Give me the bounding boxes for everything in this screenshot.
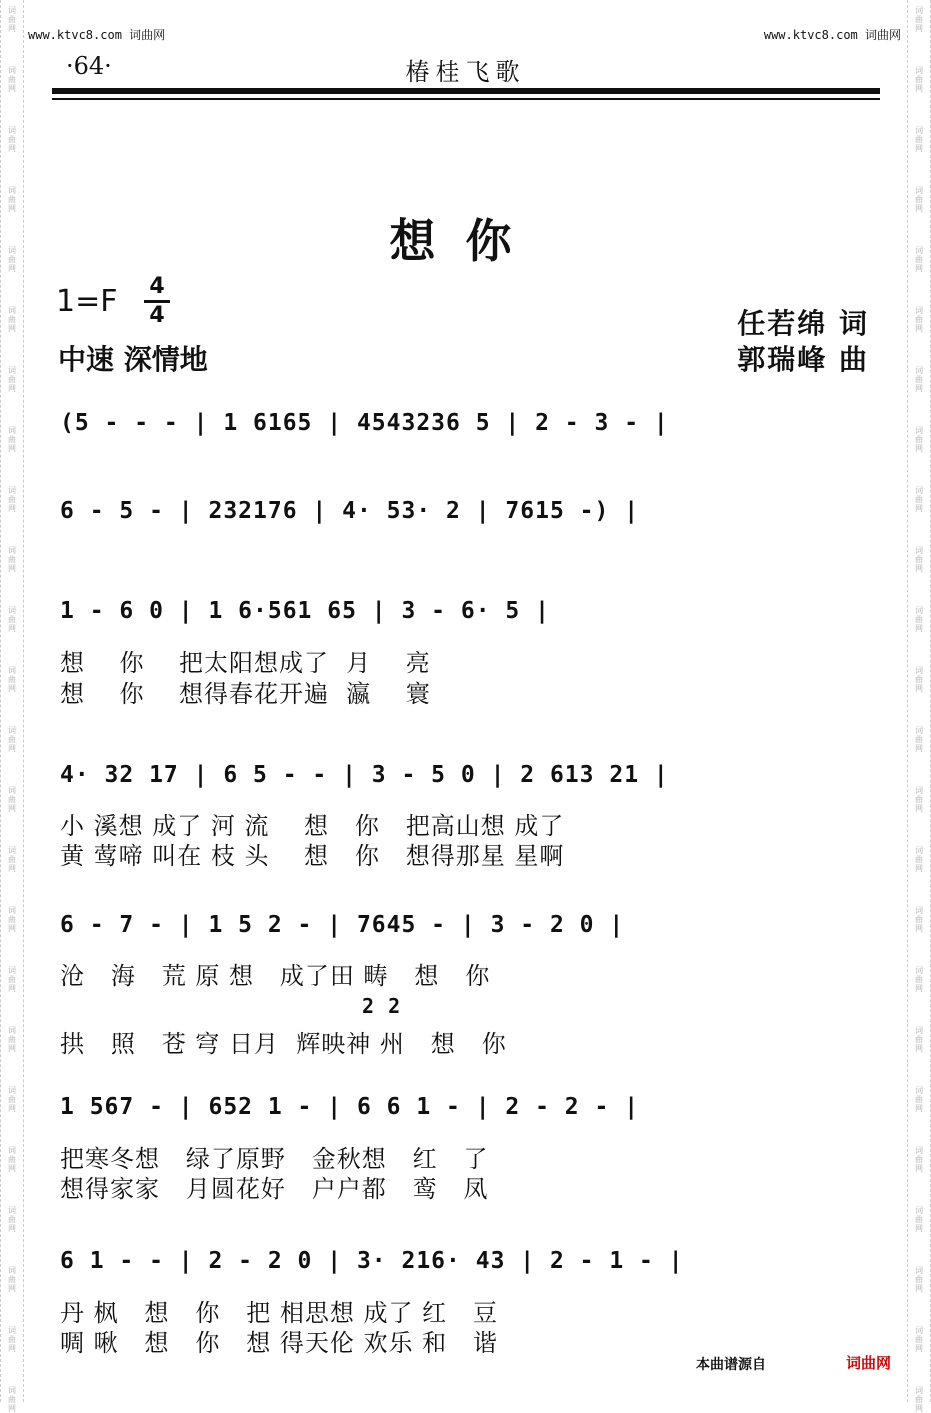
page-number: ·64· (66, 52, 112, 80)
watermark-mark: 词 曲 网 (915, 186, 923, 213)
watermark-mark: 词 曲 网 (915, 246, 923, 273)
watermark-mark: 词 曲 网 (915, 966, 923, 993)
watermark-mark: 词 曲 网 (8, 246, 16, 273)
watermark-mark: 词 曲 网 (8, 426, 16, 453)
lyrics-line-7-verse-1: 丹 枫 想 你 把 相思想 成了 红 豆 (60, 1299, 499, 1327)
watermark-mark: 词 曲 网 (8, 726, 16, 753)
watermark-mark: 词 曲 网 (915, 666, 923, 693)
source-label: 本曲谱源自 (696, 1357, 766, 1373)
lyrics-line-6-verse-1: 把寒冬想 绿了原野 金秋想 红 了 (60, 1145, 489, 1173)
lyrics-line-4-verse-2: 黄 莺啼 叫在 枝 头 想 你 想得那星 星啊 (60, 842, 565, 870)
watermark-mark: 词 曲 网 (8, 1026, 16, 1053)
notation-line-2: 6 - 5 - | 232176 | 4· 53· 2 | 7615 -) | (60, 498, 640, 524)
notation-line-6: 1 567 - | 652 1 - | 6 6 1 - | 2 - 2 - | (60, 1094, 640, 1120)
header-rule-thick (52, 88, 880, 94)
watermark-mark: 词 曲 网 (915, 66, 923, 93)
watermark-mark: 词 曲 网 (8, 126, 16, 153)
watermark-mark: 词 曲 网 (8, 186, 16, 213)
watermark-mark: 词 曲 网 (915, 1266, 923, 1293)
lyrics-line-5-verse-1: 沧 海 荒 原 想 成了田 畴 想 你 (60, 962, 491, 990)
watermark-mark: 词 曲 网 (8, 1086, 16, 1113)
lyrics-line-3-verse-2: 想 你 想得春花开遍 瀛 寰 (60, 680, 431, 708)
header-url-left: www.ktvc8.com 词曲网 (28, 28, 166, 42)
watermark-mark: 词 曲 网 (8, 1266, 16, 1293)
watermark-mark: 词 曲 网 (8, 1326, 16, 1353)
lyrics-line-5-verse-2: 拱 照 苍 穹 日月 辉映神 州 想 你 (60, 1030, 507, 1058)
tempo-marking: 中速 深情地 (58, 343, 208, 376)
watermark-mark: 词 曲 网 (915, 1086, 923, 1113)
notation-line-1: (5 - - - | 1 6165 | 4543236 5 | 2 - 3 - | (60, 410, 669, 436)
watermark-mark: 词 曲 网 (8, 1206, 16, 1233)
notation-line-4: 4· 32 17 | 6 5 - - | 3 - 5 0 | 2 613 21 | (60, 762, 669, 788)
watermark-mark: 词 曲 网 (915, 546, 923, 573)
watermark-mark: 词 曲 网 (8, 1146, 16, 1173)
watermark-mark: 词 曲 网 (915, 846, 923, 873)
watermark-mark: 词 曲 网 (8, 366, 16, 393)
watermark-mark: 词 曲 网 (8, 546, 16, 573)
watermark-mark: 词 曲 网 (915, 126, 923, 153)
watermark-mark: 词 曲 网 (8, 666, 16, 693)
watermark-mark: 词 曲 网 (915, 1026, 923, 1053)
watermark-mark: 词 曲 网 (8, 66, 16, 93)
watermark-mark: 词 曲 网 (915, 1206, 923, 1233)
watermark-mark: 词 曲 网 (915, 606, 923, 633)
composer-credit: 郭瑞峰 曲 (737, 343, 869, 376)
watermark-mark: 词 曲 网 (8, 786, 16, 813)
watermark-mark: 词 曲 网 (8, 846, 16, 873)
song-title: 想你 (389, 214, 542, 268)
lyrics-line-7-verse-2: 啁 啾 想 你 想 得天伦 欢乐 和 谐 (60, 1329, 499, 1357)
watermark-mark: 词 曲 网 (915, 1146, 923, 1173)
header-url-right: www.ktvc8.com 词曲网 (763, 28, 901, 42)
watermark-mark: 词 曲 网 (915, 486, 923, 513)
lyrics-line-4-verse-1: 小 溪想 成了 河 流 想 你 把高山想 成了 (60, 812, 565, 840)
watermark-mark: 词 曲 网 (8, 1386, 16, 1413)
lyrics-line-3-verse-1: 想 你 把太阳想成了 月 亮 (60, 649, 431, 677)
time-signature (144, 276, 170, 327)
watermark-mark: 词 曲 网 (915, 366, 923, 393)
watermark-mark: 词 曲 网 (915, 1386, 923, 1413)
notation-line-5: 6 - 7 - | 1 5 2 - | 7645 - | 3 - 2 0 | (60, 912, 625, 938)
watermark-mark: 词 曲 网 (915, 906, 923, 933)
notation-line-7: 6 1 - - | 2 - 2 0 | 3· 216· 43 | 2 - 1 - | (60, 1248, 684, 1274)
notation-line-3: 1 - 6 0 | 1 6·561 65 | 3 - 6· 5 | (60, 598, 550, 624)
book-title: 椿桂飞歌 (405, 58, 526, 86)
watermark-mark: 词 曲 网 (915, 1326, 923, 1353)
watermark-mark: 词 曲 网 (915, 726, 923, 753)
watermark-mark: 词 曲 网 (8, 606, 16, 633)
time-sig-bottom: 4 (149, 303, 165, 328)
header-rule-thin (52, 98, 880, 100)
watermark-mark: 词 曲 网 (915, 6, 923, 33)
source-brand: 词曲网 (846, 1354, 892, 1372)
notation-line-5-extra: 2 2 (362, 994, 402, 1018)
key-signature: 1=F (56, 284, 118, 319)
watermark-mark: 词 曲 网 (915, 426, 923, 453)
time-sig-top: 4 (149, 274, 165, 299)
watermark-mark: 词 曲 网 (8, 486, 16, 513)
watermark-mark: 词 曲 网 (8, 906, 16, 933)
watermark-mark: 词 曲 网 (8, 966, 16, 993)
watermark-mark: 词 曲 网 (8, 306, 16, 333)
watermark-mark: 词 曲 网 (8, 6, 16, 33)
lyrics-line-6-verse-2: 想得家家 月圆花好 户户都 鸾 凤 (60, 1175, 489, 1203)
lyricist-credit: 任若绵 词 (737, 307, 869, 340)
watermark-mark: 词 曲 网 (915, 306, 923, 333)
watermark-mark: 词 曲 网 (915, 786, 923, 813)
